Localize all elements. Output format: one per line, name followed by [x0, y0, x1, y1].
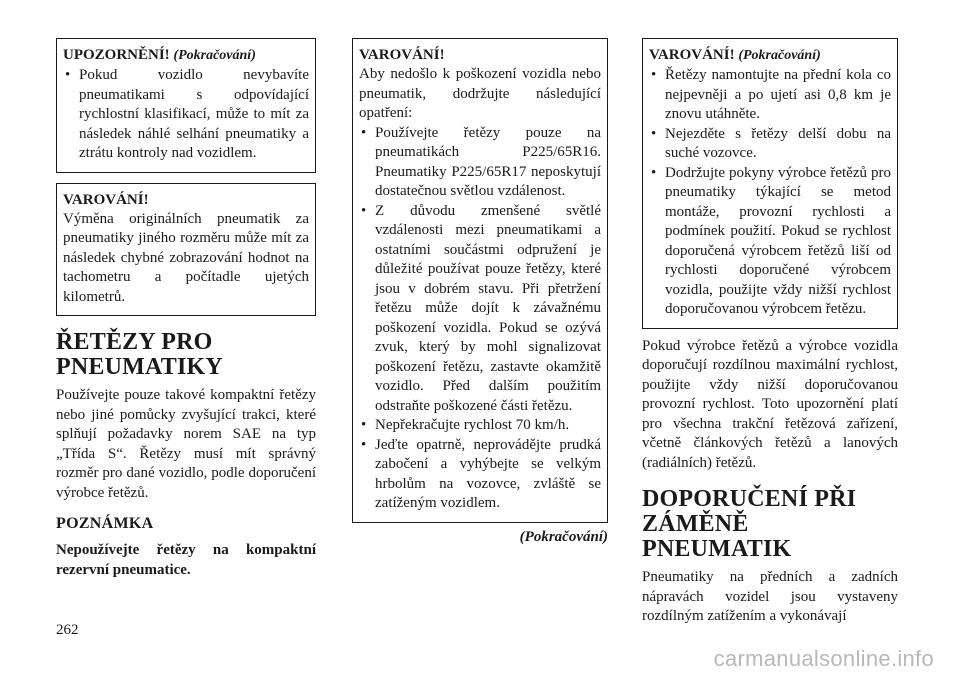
- paragraph: Pneumatiky na předních a zadních nápravách vozidel jsou vystaveny rozdílným zatížením a vykonávají: [642, 569, 898, 624]
- warning-box-chains: [352, 38, 608, 523]
- column-middle: [352, 38, 608, 546]
- note-heading: POZNÁMKA: [56, 515, 154, 532]
- list-item: • Řetězy namontujte na přední kola co nejpevněji a po ujetí asi 0,8 km je znovu utáhněte.: [649, 66, 891, 125]
- warning-box-tire-size: [56, 183, 316, 317]
- column-left: [56, 38, 316, 580]
- paragraph: Používejte pouze takové kompaktní řetězy nebo jiné pomůcky zvyšující trakci, které splňují požadavky norem SAE na typ „Třída S“. Řetězy musí mít správný rozměr pro dané vozidlo, podle doporučení výrobce řetězů.: [56, 387, 316, 501]
- paragraph: Pokud výrobce řetězů a výrobce vozidla doporučují rozdílnou maximální rychlost, použijte vždy nižší doporučovanou provozní rychlost. Toto upozornění platí pro všechna trakční řetězová zařízení, včetně článkových řetězů a lanových (radiálních) řetězů.: [642, 337, 898, 471]
- page-number: 262: [56, 622, 79, 638]
- list-item: • Pokud vozidlo nevybavíte pneumatikami s odpovídající rychlostní klasifikací, může to mít za následek náhlé selhání pneumatiky a ztrátu kontroly nad vozidlem.: [63, 66, 309, 164]
- continuation-label: (Pokračování): [173, 48, 256, 63]
- warning-title: UPOZORNĚNÍ! (Pokračování): [63, 47, 256, 63]
- warning-text: Výměna originálních pneumatik za pneumatiky jiného rozměru může mít za následek chybné zobrazování hodnot na tachometru a počítadle ujetých kilometrů.: [63, 210, 309, 305]
- section-heading-tire-chains: ŘETĚZY PRO PNEUMATIKY: [56, 329, 223, 380]
- warning-box-tire-rating: [56, 38, 316, 173]
- note-text: Nepoužívejte řetězy na kompaktní rezervní pneumatice.: [56, 542, 316, 578]
- warning-list: [63, 66, 309, 164]
- continuation-label: (Pokračování): [738, 48, 821, 63]
- warning-intro: Aby nedošlo k poškození vozidla nebo pneumatik, dodržujte následující opatření:: [359, 66, 601, 121]
- list-item: • Dodržujte pokyny výrobce řetězů pro pneumatiky týkající se metod montáže, provozní rychlosti a podmínek použití. Pokud se rychlost doporučená výrobcem řetězů liší od rychlosti doporučené výrobcem vozidla, použijte vždy nižší rychlost doporučovanou výrobcem řetězu.: [649, 164, 891, 320]
- list-item: • Nejezděte s řetězy delší dobu na suché vozovce.: [649, 125, 891, 164]
- warning-title: VAROVÁNÍ!: [359, 47, 445, 63]
- warning-title: VAROVÁNÍ! (Pokračování): [649, 47, 821, 63]
- warning-list: [649, 66, 891, 320]
- warning-title: VAROVÁNÍ!: [63, 191, 149, 208]
- section-heading-tire-rotation: DOPORUČENÍ PŘI ZÁMĚNĚ PNEUMATIK: [642, 486, 857, 562]
- warning-list: [359, 124, 601, 514]
- list-item: • Používejte řetězy pouze na pneumatikách P225/65R16. Pneumatiky P225/65R17 neposkytují dostatečnou světlou vzdálenost.: [359, 124, 601, 202]
- list-item: • Nepřekračujte rychlost 70 km/h.: [359, 416, 601, 436]
- column-right: [642, 38, 898, 627]
- warning-box-chains-continued: [642, 38, 898, 329]
- continuation-label: (Pokračování): [519, 528, 608, 545]
- watermark: carmanualsonline.info: [713, 646, 934, 671]
- list-item: • Jeďte opatrně, neprovádějte prudká zabočení a vyhýbejte se velkým hrbolům na vozovce, zvláště se zatíženým vozidlem.: [359, 436, 601, 514]
- list-item: • Z důvodu zmenšené světlé vzdálenosti mezi pneumatikami a ostatními součástmi odpružení je důležité používat pouze řetězy, které jsou v dobrém stavu. Při přetržení řetězu může dojít k závažnému poškození vozidla. Pokud se ozývá zvuk, který by mohl signalizovat poškození řetězu, zastavte okamžitě vozidlo. Před dalším použitím odstraňte poškozené části řetězu.: [359, 202, 601, 417]
